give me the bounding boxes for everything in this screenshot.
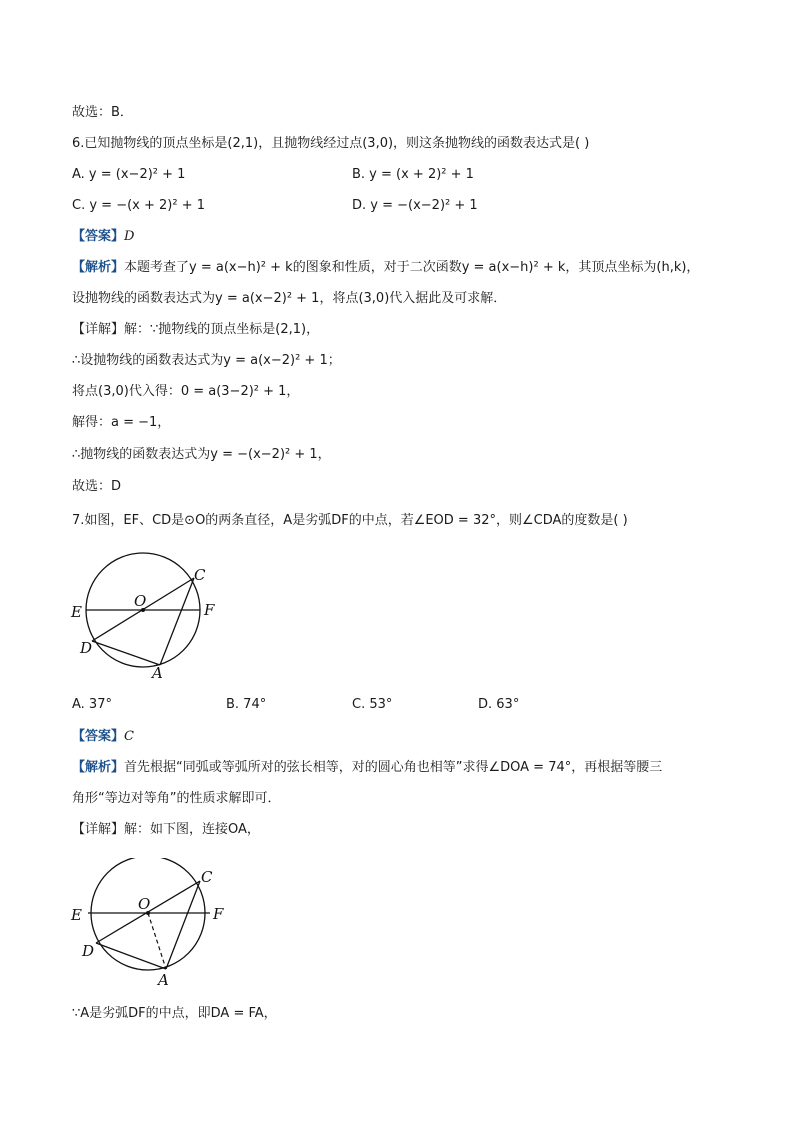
q6-analysis-line-2: 设抛物线的函数表达式为y = a(x−2)² + 1，将点(3,0)代入据此及可求解． — [72, 291, 507, 306]
q6-detail-line-4: 解得：a = −1， — [72, 415, 171, 430]
q7-detail-line-1 — [72, 821, 260, 839]
q7-option-b: B. 74° — [226, 697, 267, 712]
label-f: F — [213, 905, 224, 923]
q7-analysis-line-2: 角形“等边对等角”的性质求解即可． — [72, 791, 281, 806]
label-c: C — [201, 868, 213, 886]
circle-figure-1 — [68, 550, 228, 685]
detail-text: 解：如下图，连接OA， — [124, 822, 260, 837]
label-d: D — [82, 942, 95, 960]
q6-detail-line-2: ∴设抛物线的函数表达式为y = a(x−2)² + 1； — [72, 353, 341, 368]
analysis-text: 首先根据“同弧或等弧所对的弦长相等，对的圆心角也相等”求得∠DOA = 74°，再根据等腰三 — [124, 760, 663, 775]
q7-detail-line-2: ∵A是劣弧DF的中点，即DA = FA， — [72, 1006, 277, 1021]
q6-detail-line-5: ∴抛物线的函数表达式为y = −(x−2)² + 1， — [72, 447, 331, 462]
analysis-text: 本题考查了y = a(x−h)² + k的图象和性质，对于二次函数y = a(x−h)² + k，其顶点坐标为(h,k)， — [124, 260, 700, 275]
q7-analysis-line-1 — [72, 759, 662, 777]
label-o: O — [134, 592, 147, 610]
prev-choice-line: 故选：B． — [72, 105, 133, 120]
detail-text: 解：∵抛物线的顶点坐标是(2,1)， — [124, 322, 320, 337]
q6-option-a: A. y = (x−2)² + 1 — [72, 167, 186, 182]
q7-option-d: D. 63° — [478, 697, 520, 712]
answer-value: C — [124, 729, 134, 744]
q6-option-d: D. y = −(x−2)² + 1 — [352, 198, 478, 213]
label-o: O — [138, 895, 151, 913]
detail-tag: 【详解】 — [72, 822, 125, 837]
q6-answer-line — [72, 228, 134, 246]
answer-tag: 【答案】 — [72, 229, 125, 244]
label-e: E — [71, 603, 82, 621]
q7-answer-line — [72, 728, 134, 746]
label-d: D — [80, 639, 93, 657]
question-7-stem: 7.如图，EF、CD是⊙O的两条直径，A是劣弧DF的中点，若∠EOD = 32°，则∠CDA的度数是( ) — [72, 513, 628, 528]
analysis-tag: 【解析】 — [72, 260, 125, 275]
q6-detail-line-3: 将点(3,0)代入得：0 = a(3−2)² + 1， — [72, 384, 300, 399]
q7-option-c: C. 53° — [352, 697, 393, 712]
detail-tag: 【详解】 — [72, 322, 125, 337]
label-e: E — [71, 906, 82, 924]
answer-value: D — [124, 229, 135, 244]
label-a: A — [152, 664, 163, 682]
label-a: A — [158, 971, 169, 989]
q6-detail-line-6: 故选：D — [72, 479, 122, 494]
analysis-tag: 【解析】 — [72, 760, 125, 775]
answer-tag: 【答案】 — [72, 729, 125, 744]
q6-option-c: C. y = −(x + 2)² + 1 — [72, 198, 205, 213]
q6-option-b: B. y = (x + 2)² + 1 — [352, 167, 474, 182]
q7-option-a: A. 37° — [72, 697, 112, 712]
question-6-stem: 6.已知抛物线的顶点坐标是(2,1)，且抛物线经过点(3,0)，则这条抛物线的函数表达式是( ) — [72, 136, 590, 151]
q6-detail-line-1 — [72, 321, 319, 339]
q6-analysis-line-1 — [72, 259, 699, 277]
label-c: C — [194, 566, 206, 584]
label-f: F — [204, 601, 215, 619]
circle-figure-2 — [68, 858, 228, 993]
